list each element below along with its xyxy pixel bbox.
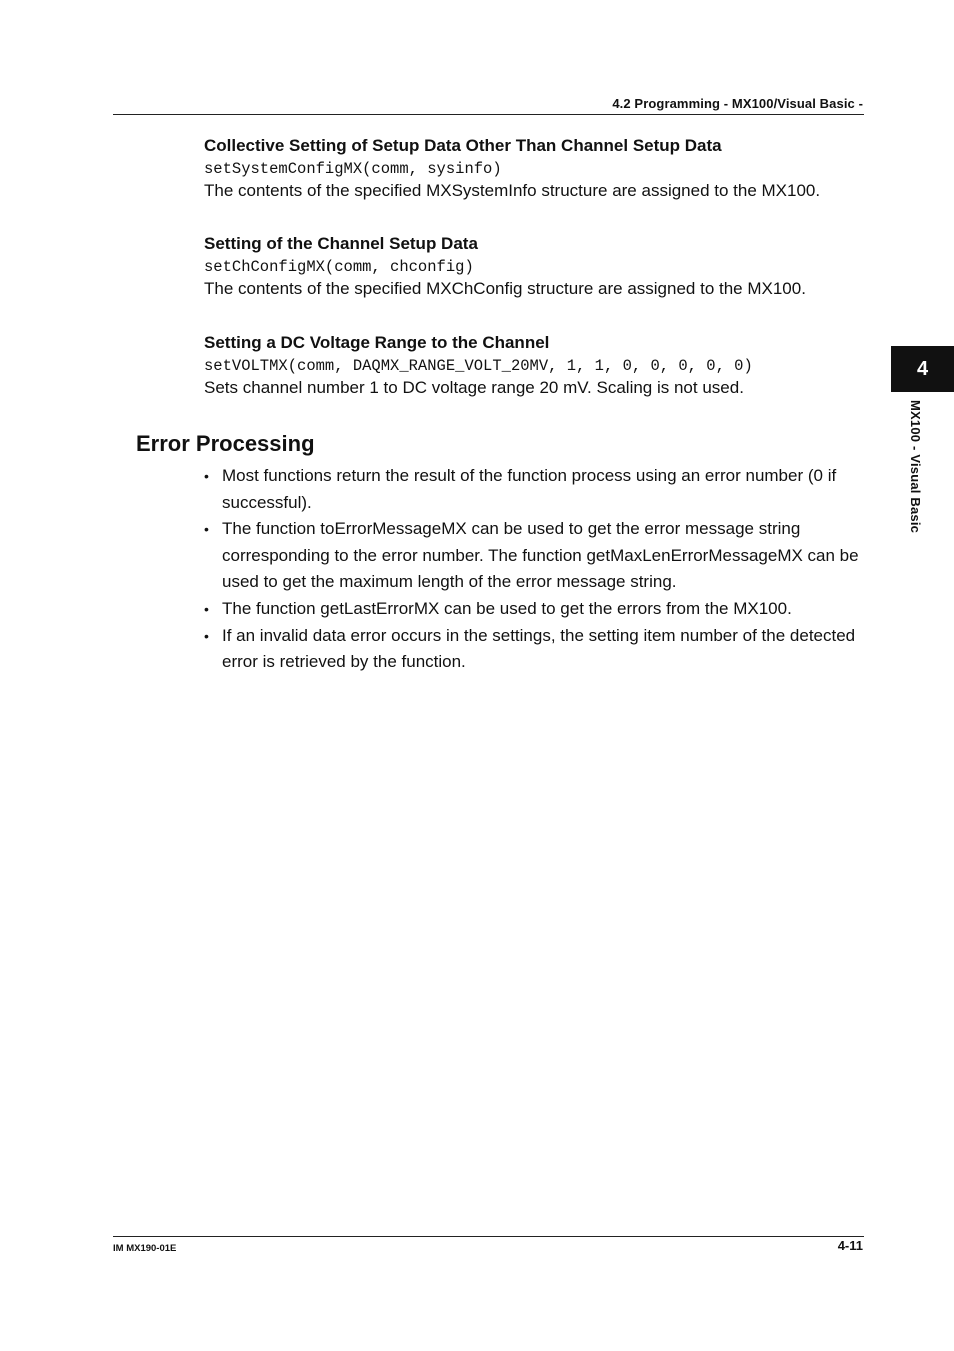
list-item-text: The function getLastErrorMX can be used to get the errors from the MX100. [222, 598, 792, 618]
chapter-tab: 4 [891, 346, 954, 392]
list-item [204, 596, 864, 623]
section-collective-setting [204, 136, 864, 202]
header-divider [113, 114, 864, 115]
section-channel-setup [204, 234, 864, 300]
section-heading: Setting of the Channel Setup Data [204, 234, 478, 253]
manual-id: IM MX190-01E [113, 1243, 177, 1254]
list-item [204, 623, 864, 676]
bullet-icon: • [204, 600, 209, 617]
list-item [204, 463, 864, 516]
list-item-text: Most functions return the result of the function process using an error number (0 if successful). [222, 466, 837, 512]
bullet-icon: • [204, 468, 209, 484]
list-item-text: The function toErrorMessageMX can be used to get the error message string corresponding to the error number. The function getMaxLenErrorMessageMX can be used to get the maximum length of the error message string. [222, 519, 859, 592]
section-dc-voltage-range [204, 333, 864, 399]
code-snippet: setChConfigMX(comm, chconfig) [204, 258, 474, 276]
code-snippet: setSystemConfigMX(comm, sysinfo) [204, 160, 502, 178]
section-description: The contents of the specified MXSystemInfo structure are assigned to the MX100. [204, 181, 821, 200]
list-item [204, 516, 864, 596]
chapter-side-label: MX100 - Visual Basic [908, 400, 923, 534]
section-heading: Setting a DC Voltage Range to the Channel [204, 333, 550, 352]
page-number: 4-11 [837, 1238, 863, 1253]
error-processing-title: Error Processing [136, 431, 315, 456]
list-item-text: If an invalid data error occurs in the settings, the setting item number of the detected error is retrieved by the function. [222, 625, 856, 672]
bullet-icon: • [204, 521, 209, 538]
bullet-icon: • [204, 627, 209, 644]
code-snippet: setVOLTMX(comm, DAQMX_RANGE_VOLT_20MV, 1, 1, 0, 0, 0, 0, 0) [204, 357, 753, 375]
section-description: Sets channel number 1 to DC voltage range 20 mV. Scaling is not used. [204, 378, 744, 397]
section-description: The contents of the specified MXChConfig structure are assigned to the MX100. [204, 279, 806, 298]
error-processing-list [204, 463, 864, 676]
footer-divider [113, 1236, 864, 1237]
running-header: 4.2 Programming - MX100/Visual Basic - [612, 96, 863, 111]
section-heading: Collective Setting of Setup Data Other Than Channel Setup Data [204, 136, 722, 155]
